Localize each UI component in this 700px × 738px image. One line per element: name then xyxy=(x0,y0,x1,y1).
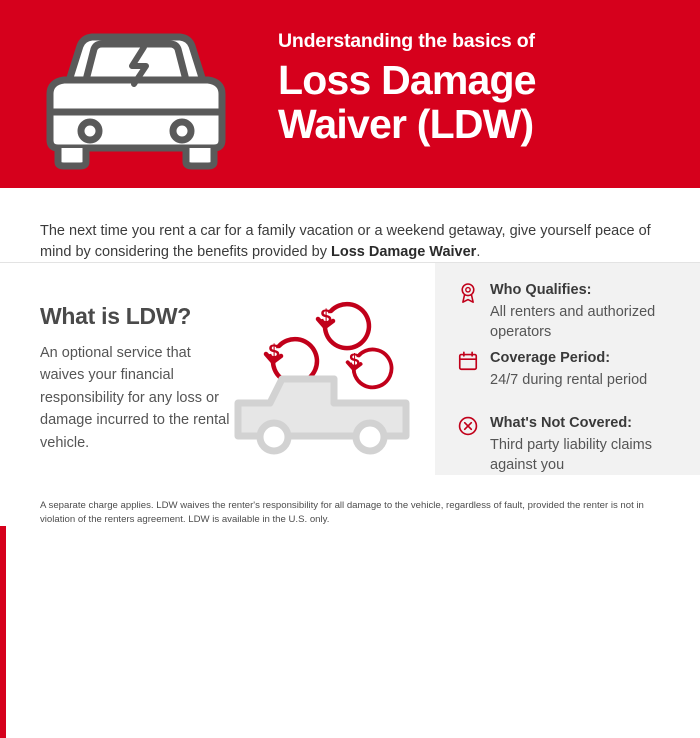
car-front-icon xyxy=(28,22,243,170)
what-is-ldw-block xyxy=(40,303,235,454)
fact-coverage-period xyxy=(457,349,687,390)
fact-whats-not-covered xyxy=(457,414,687,476)
header-banner xyxy=(0,0,700,188)
circle-x-icon xyxy=(457,415,479,437)
what-is-ldw-body: An optional service that waives your financial responsibility for any loss or damage incurred to the rental vehicle. xyxy=(40,345,230,451)
ribbon-award-icon xyxy=(457,282,479,304)
intro-text-part2: . xyxy=(476,244,481,261)
svg-text:$: $ xyxy=(268,341,280,364)
fact-description: Third party liability claims against you xyxy=(490,436,652,474)
page-title-line1: Loss Damage xyxy=(278,57,536,104)
header-eyebrow: Understanding the basics of xyxy=(278,30,535,52)
intro-paragraph xyxy=(40,221,665,265)
page-title xyxy=(278,59,678,147)
intro-text-bold: Loss Damage Waiver xyxy=(330,244,477,261)
fact-description: All renters and authorized operators xyxy=(490,303,656,341)
fact-title: What's Not Covered: xyxy=(490,415,633,431)
what-is-ldw-heading: What is LDW? xyxy=(40,303,191,329)
page-title-line2: Waiver (LDW) xyxy=(278,101,534,148)
main-content xyxy=(0,263,700,475)
footer xyxy=(0,475,700,526)
svg-text:$: $ xyxy=(320,306,332,329)
fact-text-coverage-period xyxy=(490,349,687,390)
pickup-truck-icon xyxy=(238,379,406,451)
header-text-block xyxy=(278,30,678,147)
fact-title: Coverage Period: xyxy=(490,350,611,366)
svg-text:$: $ xyxy=(349,350,360,372)
calendar-icon xyxy=(457,350,479,372)
fact-description: 24/7 during rental period xyxy=(490,371,648,388)
intro-text-part1: The next time you rent a car for a family vacation or a weekend getaway, give yourself peace of mind by considering the benefits provided by xyxy=(40,222,651,261)
dollar-refresh-icon-1 xyxy=(318,304,369,348)
fact-who-qualifies xyxy=(457,281,687,343)
fact-text-whats-not-covered xyxy=(490,414,687,476)
facts-panel xyxy=(435,263,700,475)
dollar-refresh-icon-3 xyxy=(348,349,392,387)
fact-title: Who Qualifies: xyxy=(490,282,592,298)
fact-text-who-qualifies xyxy=(490,281,687,343)
left-accent-bar xyxy=(0,526,6,738)
truck-and-dollars-illustration xyxy=(230,271,430,471)
intro-band xyxy=(0,188,700,263)
disclaimer-text: A separate charge applies. LDW waives the renter's responsibility for all damage to the vehicle, regardless of fault, provided the renter is not in violation of the renters agreement. LDW is available in the U.S. only. xyxy=(40,499,644,525)
